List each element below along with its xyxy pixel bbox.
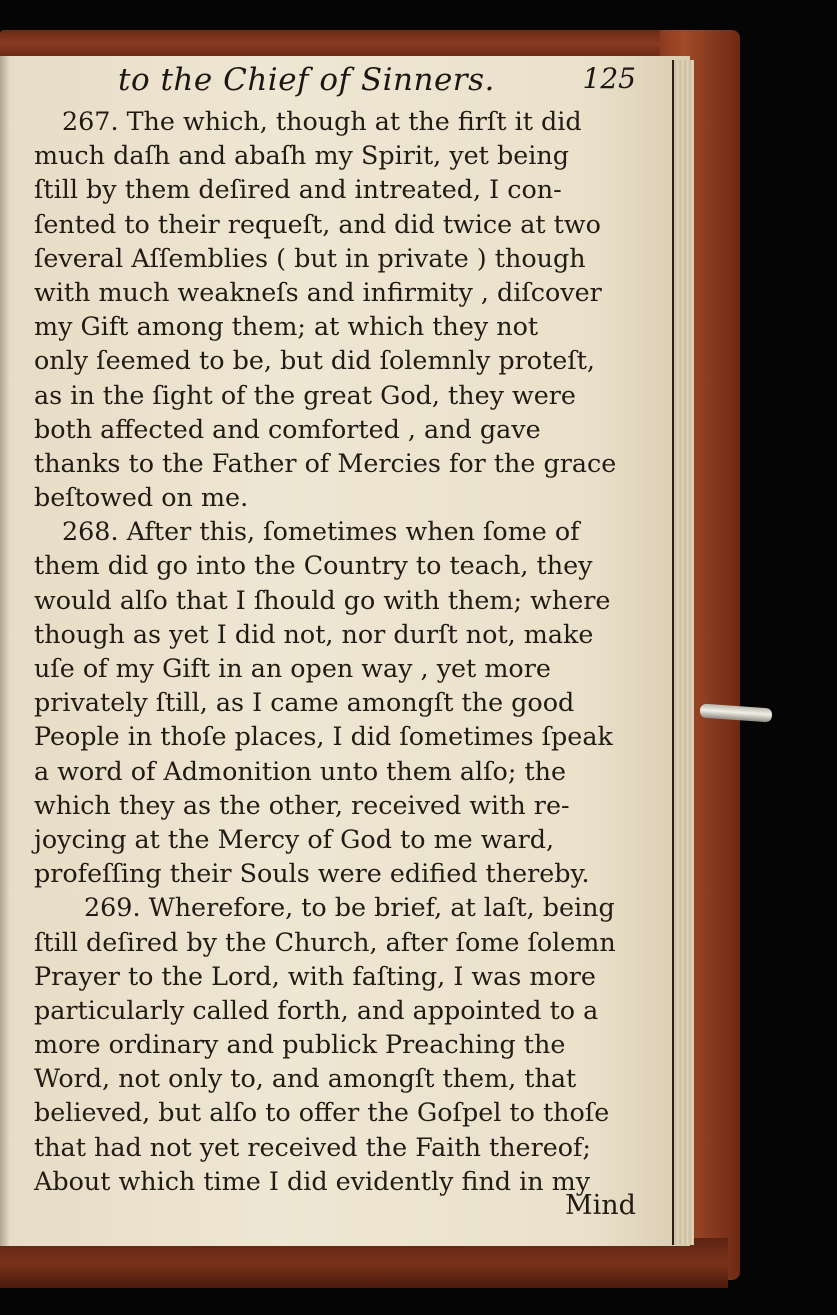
page-number: 125 [582, 62, 636, 95]
text-line: with much weakneſs and infirmity , diſcover [34, 276, 602, 307]
body-text [34, 104, 654, 1198]
text-line: much daſh and abaſh my Spirit, yet being [34, 140, 569, 171]
text-line: ſtill by them deſired and intreated, I con- [34, 174, 562, 205]
text-line: uſe of my Gift in an open way , yet more [34, 653, 551, 683]
text-line: ſeveral Aſſemblies ( but in private ) though [34, 242, 586, 273]
text-line: Word, not only to, and amongſt them, that [34, 1063, 577, 1094]
text-line: them did go into the Country to teach, they [34, 550, 593, 581]
text-line: 267. The which, though at the firſt it did [62, 106, 582, 136]
page-gutter-shadow [0, 56, 10, 1246]
text-line: would alſo that I ſhould go with them; where [34, 584, 611, 615]
text-line: as in the ſight of the great God, they were [34, 379, 576, 410]
text-line: a word of Admonition unto them alſo; the [34, 755, 567, 786]
text-line: thanks to the Father of Mercies for the grace [34, 447, 617, 478]
text-line: though as yet I did not, nor durſt not, make [34, 618, 594, 649]
text-line: my Gift among them; at which they not [34, 311, 539, 342]
running-head-title: to the Chief of Sinners. [118, 62, 495, 98]
text-line: Prayer to the Lord, with faſting, I was more [34, 960, 596, 991]
text-line: believed, but alſo to offer the Goſpel to thoſe [34, 1097, 610, 1128]
text-line: 269. Wherefore, to be brief, at laſt, being [84, 892, 615, 923]
text-line: profeſſing their Souls were edified thereby. [34, 858, 590, 889]
text-line: beſtowed on me. [34, 482, 249, 513]
text-line: privately ſtill, as I came amongſt the good [34, 687, 575, 718]
text-line: more ordinary and publick Preaching the [34, 1029, 566, 1060]
text-line: 268. After this, ſometimes when ſome of [62, 516, 580, 547]
text-line: About which time I did evidently find in my [34, 1165, 591, 1196]
text-line: that had not yet received the Faith thereof; [34, 1131, 591, 1162]
text-line: which they as the other, received with re- [34, 789, 570, 820]
text-line: joycing at the Mercy of God to me ward, [34, 823, 555, 854]
text-line: both affected and comforted , and gave [34, 413, 541, 444]
text-line: particularly called forth, and appointed to a [34, 994, 599, 1025]
catchword: Mind [565, 1190, 636, 1221]
running-head [118, 62, 658, 106]
page-edges [672, 60, 694, 1245]
text-line: ſtill deſired by the Church, after ſome ſolemn [34, 926, 616, 957]
text-line: ſented to their requeſt, and did twice at two [34, 208, 601, 239]
text-line: People in thoſe places, I did ſometimes ſpeak [34, 721, 613, 752]
text-line: only ſeemed to be, but did ſolemnly proteſt, [34, 345, 595, 376]
